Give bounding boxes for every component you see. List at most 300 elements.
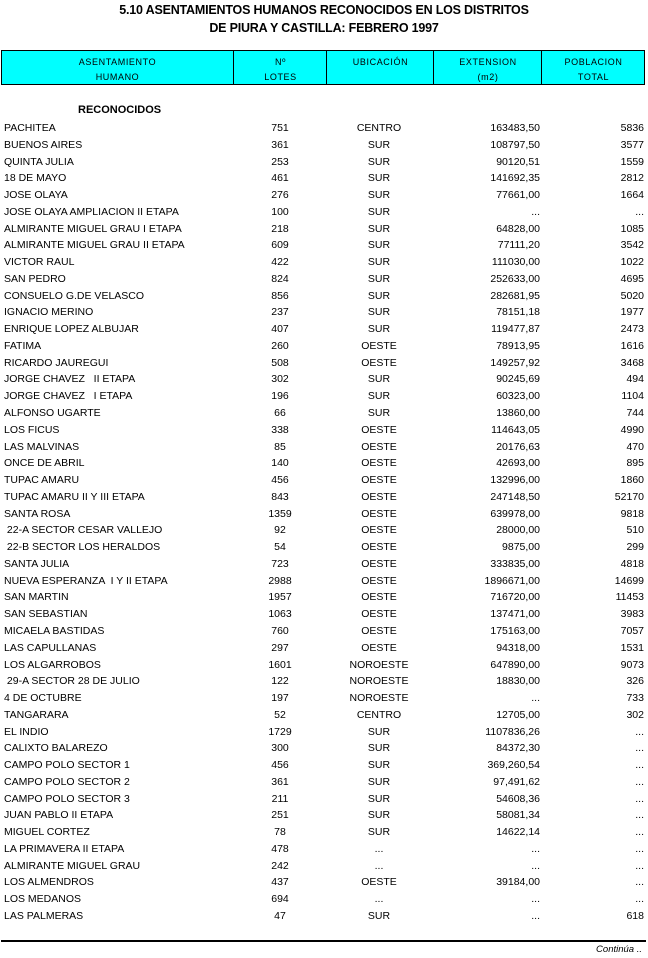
- cell-poblacion: 3542: [620, 239, 644, 252]
- cell-extension: 90120,51: [496, 155, 540, 168]
- table-row: [0, 154, 648, 171]
- cell-poblacion: 52170: [614, 490, 644, 503]
- table-row: [0, 221, 648, 238]
- cell-poblacion: ...: [635, 792, 644, 805]
- page-title-line-2: DE PIURA Y CASTILLA: FEBRERO 1997: [209, 21, 439, 35]
- table-row: [0, 254, 648, 271]
- cell-asentamiento: JOSE OLAYA: [4, 189, 68, 202]
- cell-ubicacion: ...: [374, 893, 384, 906]
- cell-extension: ...: [531, 842, 540, 855]
- cell-lotes: 437: [271, 876, 289, 889]
- table-row: [0, 824, 648, 841]
- cell-lotes: 1729: [268, 725, 292, 738]
- table-row: [0, 908, 648, 925]
- cell-extension: 175163,00: [490, 624, 540, 637]
- table-row: [0, 807, 648, 824]
- cell-extension: 90245,69: [496, 373, 540, 386]
- cell-poblacion: 5020: [620, 289, 644, 302]
- cell-poblacion: 1531: [620, 641, 644, 654]
- cell-asentamiento: JUAN PABLO II ETAPA: [4, 809, 114, 822]
- cell-ubicacion: SUR: [367, 189, 391, 202]
- cell-poblacion: ...: [635, 725, 644, 738]
- cell-ubicacion: OESTE: [361, 507, 397, 520]
- table-row: [0, 439, 648, 456]
- cell-lotes: 760: [271, 624, 289, 637]
- page-title-line-1: 5.10 ASENTAMIENTOS HUMANOS RECONOCIDOS EN LOS DISTRITOS: [119, 3, 529, 17]
- table-row: [0, 724, 648, 741]
- cell-extension: 114643,05: [491, 423, 540, 436]
- table-row: [0, 556, 648, 573]
- cell-lotes: 361: [271, 775, 289, 788]
- table-row: [0, 657, 648, 674]
- cell-lotes: 2988: [268, 574, 292, 587]
- cell-lotes: 461: [271, 172, 289, 185]
- cell-ubicacion: OESTE: [361, 356, 397, 369]
- cell-lotes: 338: [271, 423, 289, 436]
- cell-ubicacion: SUR: [367, 138, 391, 151]
- cell-asentamiento: EL INDIO: [4, 725, 49, 738]
- cell-asentamiento: 18 DE MAYO: [4, 172, 67, 185]
- cell-ubicacion: SUR: [367, 759, 391, 772]
- cell-lotes: 78: [274, 826, 286, 839]
- cell-lotes: 47: [274, 909, 286, 922]
- table-row: [0, 858, 648, 875]
- cell-poblacion: 3983: [620, 608, 644, 621]
- table-row: [0, 690, 648, 707]
- cell-lotes: 196: [271, 390, 289, 403]
- cell-poblacion: 1616: [620, 339, 644, 352]
- table-row: [0, 405, 648, 422]
- cell-ubicacion: SUR: [367, 407, 391, 420]
- cell-asentamiento: RICARDO JAUREGUI: [4, 356, 109, 369]
- header-extension: EXTENSION (m2): [433, 51, 542, 84]
- cell-ubicacion: SUR: [367, 256, 391, 269]
- table-row: [0, 774, 648, 791]
- cell-ubicacion: SUR: [367, 172, 391, 185]
- cell-poblacion: 1085: [620, 222, 644, 235]
- table-row: [0, 757, 648, 774]
- cell-lotes: 723: [271, 557, 289, 570]
- table-row: [0, 288, 648, 305]
- cell-extension: 14622,14: [496, 826, 540, 839]
- table-row: [0, 304, 648, 321]
- cell-extension: 94318,00: [496, 641, 540, 654]
- cell-poblacion: 326: [626, 675, 644, 688]
- cell-ubicacion: SUR: [367, 742, 391, 755]
- cell-extension: ...: [531, 692, 540, 705]
- cell-asentamiento: MIGUEL CORTEZ: [4, 826, 90, 839]
- cell-asentamiento: 22-B SECTOR LOS HERALDOS: [4, 541, 161, 554]
- cell-poblacion: 1104: [621, 390, 644, 403]
- cell-ubicacion: OESTE: [361, 591, 397, 604]
- cell-extension: 1896671,00: [484, 574, 540, 587]
- cell-poblacion: 14699: [614, 574, 644, 587]
- cell-lotes: 140: [271, 457, 289, 470]
- table-header: [1, 50, 645, 85]
- cell-poblacion: 733: [626, 692, 644, 705]
- cell-poblacion: 4695: [620, 272, 644, 285]
- cell-lotes: 54: [274, 541, 286, 554]
- table-row: [0, 321, 648, 338]
- cell-ubicacion: OESTE: [361, 457, 397, 470]
- table-row: [0, 472, 648, 489]
- cell-ubicacion: OESTE: [361, 440, 397, 453]
- header-poblacion: POBLACION TOTAL: [541, 51, 645, 84]
- cell-ubicacion: SUR: [367, 272, 391, 285]
- cell-extension: 42693,00: [496, 457, 540, 470]
- cell-lotes: 361: [271, 138, 289, 151]
- table-row: [0, 187, 648, 204]
- cell-poblacion: 7057: [620, 624, 644, 637]
- cell-extension: 108797,50: [490, 138, 540, 151]
- cell-asentamiento: FATIMA: [4, 339, 42, 352]
- cell-ubicacion: SUR: [367, 155, 391, 168]
- cell-ubicacion: SUR: [367, 809, 391, 822]
- cell-ubicacion: OESTE: [361, 876, 397, 889]
- cell-extension: 141692,35: [490, 172, 540, 185]
- cell-extension: 333835,00: [490, 557, 540, 570]
- cell-extension: ...: [531, 205, 540, 218]
- cell-lotes: 242: [271, 859, 289, 872]
- cell-extension: 647890,00: [490, 658, 540, 671]
- header-lotes: Nº LOTES: [233, 51, 327, 84]
- cell-lotes: 1063: [268, 608, 292, 621]
- cell-asentamiento: QUINTA JULIA: [4, 155, 74, 168]
- cell-poblacion: 3577: [620, 138, 644, 151]
- cell-poblacion: 2812: [620, 172, 644, 185]
- cell-lotes: 1359: [268, 507, 292, 520]
- table-row: [0, 640, 648, 657]
- table-row: [0, 338, 648, 355]
- cell-poblacion: 618: [626, 909, 644, 922]
- cell-asentamiento: NUEVA ESPERANZA I Y II ETAPA: [4, 574, 168, 587]
- cell-poblacion: 1559: [620, 155, 644, 168]
- cell-ubicacion: OESTE: [361, 423, 397, 436]
- cell-asentamiento: SAN MARTIN: [4, 591, 69, 604]
- cell-asentamiento: SAN SEBASTIAN: [4, 608, 88, 621]
- cell-extension: 13860,00: [496, 407, 540, 420]
- cell-lotes: 297: [271, 641, 289, 654]
- cell-poblacion: ...: [635, 775, 644, 788]
- cell-poblacion: 494: [626, 373, 644, 386]
- cell-asentamiento: 4 DE OCTUBRE: [4, 692, 82, 705]
- cell-asentamiento: MICAELA BASTIDAS: [4, 624, 105, 637]
- cell-extension: 132996,00: [490, 474, 540, 487]
- cell-asentamiento: 22-A SECTOR CESAR VALLEJO: [4, 524, 163, 537]
- cell-lotes: 407: [271, 323, 289, 336]
- table-row: [0, 539, 648, 556]
- cell-ubicacion: SUR: [367, 205, 391, 218]
- table-bottom-rule: [1, 940, 646, 942]
- table-row: [0, 137, 648, 154]
- cell-ubicacion: OESTE: [361, 339, 397, 352]
- cell-asentamiento: TUPAC AMARU II Y III ETAPA: [4, 490, 145, 503]
- cell-ubicacion: SUR: [367, 373, 391, 386]
- section-label-reconocidos: RECONOCIDOS: [78, 104, 162, 116]
- cell-extension: 12705,00: [496, 708, 540, 721]
- cell-poblacion: 470: [626, 440, 644, 453]
- table-row: [0, 589, 648, 606]
- cell-extension: 78151,18: [496, 306, 540, 319]
- cell-poblacion: 1022: [620, 256, 644, 269]
- cell-asentamiento: CAMPO POLO SECTOR 2: [4, 775, 130, 788]
- cell-poblacion: 11453: [615, 591, 644, 604]
- cell-extension: 119477,87: [491, 323, 540, 336]
- cell-lotes: 85: [274, 440, 286, 453]
- cell-asentamiento: TANGARARA: [4, 708, 69, 721]
- cell-poblacion: ...: [635, 742, 644, 755]
- table-row: [0, 874, 648, 891]
- cell-asentamiento: LOS ALGARROBOS: [4, 658, 101, 671]
- cell-ubicacion: OESTE: [361, 624, 397, 637]
- cell-lotes: 751: [271, 122, 289, 134]
- cell-asentamiento: ALMIRANTE MIGUEL GRAU I ETAPA: [4, 222, 182, 235]
- cell-ubicacion: CENTRO: [356, 122, 402, 134]
- cell-poblacion: 1664: [620, 189, 644, 202]
- cell-asentamiento: LOS MEDANOS: [4, 893, 82, 906]
- cell-extension: 369,260,54: [487, 759, 540, 772]
- cell-lotes: 456: [271, 474, 289, 487]
- cell-asentamiento: IGNACIO MERINO: [4, 306, 94, 319]
- cell-asentamiento: CAMPO POLO SECTOR 1: [4, 759, 130, 772]
- cell-ubicacion: ...: [374, 859, 384, 872]
- cell-extension: 77111,20: [497, 239, 540, 252]
- cell-extension: 247148,50: [490, 490, 540, 503]
- table-row: [0, 371, 648, 388]
- table-row: [0, 891, 648, 908]
- cell-extension: 9875,00: [502, 541, 540, 554]
- cell-lotes: 100: [271, 205, 289, 218]
- cell-lotes: 856: [271, 289, 289, 302]
- cell-poblacion: 4818: [620, 557, 644, 570]
- cell-extension: 28000,00: [496, 524, 540, 537]
- cell-ubicacion: CENTRO: [356, 708, 402, 721]
- cell-ubicacion: OESTE: [361, 490, 397, 503]
- cell-extension: 282681,95: [490, 289, 540, 302]
- table-row: [0, 522, 648, 539]
- cell-lotes: 609: [271, 239, 289, 252]
- continua-note: Continúa ..: [596, 944, 642, 955]
- cell-asentamiento: JORGE CHAVEZ II ETAPA: [4, 373, 136, 386]
- cell-ubicacion: SUR: [367, 222, 391, 235]
- cell-ubicacion: OESTE: [361, 474, 397, 487]
- cell-ubicacion: OESTE: [361, 608, 397, 621]
- table-row: [0, 707, 648, 724]
- cell-asentamiento: VICTOR RAUL: [4, 256, 75, 269]
- cell-extension: 1107836,26: [485, 725, 540, 738]
- cell-lotes: 824: [271, 272, 289, 285]
- table-row: [0, 355, 648, 372]
- cell-ubicacion: SUR: [367, 909, 391, 922]
- header-ubicacion: UBICACIÓN: [326, 51, 434, 84]
- cell-lotes: 260: [271, 339, 289, 352]
- cell-poblacion: 5836: [620, 122, 644, 134]
- cell-ubicacion: OESTE: [361, 557, 397, 570]
- cell-asentamiento: ENRIQUE LOPEZ ALBUJAR: [4, 323, 139, 336]
- cell-ubicacion: NOROESTE: [349, 658, 409, 671]
- table-row: [0, 623, 648, 640]
- cell-extension: 64828,00: [496, 222, 540, 235]
- cell-lotes: 52: [274, 708, 286, 721]
- cell-lotes: 251: [271, 809, 289, 822]
- cell-lotes: 253: [271, 155, 289, 168]
- table-row: [0, 422, 648, 439]
- cell-lotes: 211: [271, 792, 289, 805]
- cell-lotes: 1957: [268, 591, 292, 604]
- cell-poblacion: ...: [635, 759, 644, 772]
- cell-ubicacion: SUR: [367, 323, 391, 336]
- cell-ubicacion: NOROESTE: [349, 692, 409, 705]
- cell-ubicacion: SUR: [367, 725, 391, 738]
- cell-asentamiento: CONSUELO G.DE VELASCO: [4, 289, 145, 302]
- cell-lotes: 843: [271, 490, 289, 503]
- cell-ubicacion: OESTE: [361, 574, 397, 587]
- table-row: [0, 791, 648, 808]
- cell-poblacion: ...: [635, 893, 644, 906]
- cell-poblacion: 1860: [620, 474, 644, 487]
- cell-asentamiento: TUPAC AMARU: [4, 474, 80, 487]
- cell-lotes: 276: [271, 189, 289, 202]
- cell-asentamiento: LOS ALMENDROS: [4, 876, 94, 889]
- cell-lotes: 302: [271, 373, 289, 386]
- cell-poblacion: 9073: [620, 658, 644, 671]
- cell-poblacion: 3468: [620, 356, 644, 369]
- cell-asentamiento: JOSE OLAYA AMPLIACION II ETAPA: [4, 205, 179, 218]
- cell-lotes: 456: [271, 759, 289, 772]
- cell-asentamiento: LAS MALVINAS: [4, 440, 80, 453]
- table-row: [0, 170, 648, 187]
- cell-ubicacion: SUR: [367, 792, 391, 805]
- cell-asentamiento: SAN PEDRO: [4, 272, 66, 285]
- cell-asentamiento: ALMIRANTE MIGUEL GRAU: [4, 859, 141, 872]
- cell-extension: 60323,00: [496, 390, 540, 403]
- cell-poblacion: 4990: [620, 423, 644, 436]
- cell-poblacion: 744: [626, 407, 644, 420]
- table-row: [0, 120, 648, 137]
- cell-lotes: 197: [271, 692, 289, 705]
- table-row: [0, 740, 648, 757]
- cell-asentamiento: CALIXTO BALAREZO: [4, 742, 108, 755]
- cell-extension: 639978,00: [490, 507, 540, 520]
- cell-asentamiento: CAMPO POLO SECTOR 3: [4, 792, 130, 805]
- cell-lotes: 422: [271, 256, 289, 269]
- cell-asentamiento: LA PRIMAVERA II ETAPA: [4, 842, 125, 855]
- cell-poblacion: ...: [635, 859, 644, 872]
- cell-poblacion: 895: [626, 457, 644, 470]
- cell-ubicacion: OESTE: [361, 524, 397, 537]
- cell-ubicacion: SUR: [367, 390, 391, 403]
- cell-extension: ...: [531, 893, 540, 906]
- cell-poblacion: ...: [635, 826, 644, 839]
- cell-extension: 20176,63: [496, 440, 540, 453]
- header-asentamiento: ASENTAMIENTO HUMANO: [78, 57, 157, 82]
- cell-poblacion: 302: [626, 708, 644, 721]
- table-row: [0, 606, 648, 623]
- table-row: [0, 237, 648, 254]
- cell-extension: 149257,92: [490, 356, 540, 369]
- cell-asentamiento: 29-A SECTOR 28 DE JULIO: [4, 675, 140, 688]
- cell-extension: 77661,00: [496, 189, 540, 202]
- cell-lotes: 66: [274, 407, 286, 420]
- cell-asentamiento: SANTA ROSA: [4, 507, 71, 520]
- cell-ubicacion: ...: [374, 842, 384, 855]
- table-row: [0, 204, 648, 221]
- cell-lotes: 694: [271, 893, 289, 906]
- table-row: [0, 841, 648, 858]
- cell-extension: ...: [531, 859, 540, 872]
- table-body: [0, 120, 648, 925]
- cell-ubicacion: OESTE: [361, 641, 397, 654]
- cell-poblacion: ...: [635, 876, 644, 889]
- cell-poblacion: ...: [635, 809, 644, 822]
- cell-asentamiento: LOS FICUS: [4, 423, 60, 436]
- cell-extension: 716720,00: [490, 591, 540, 604]
- cell-asentamiento: JORGE CHAVEZ I ETAPA: [4, 390, 133, 403]
- cell-ubicacion: SUR: [367, 826, 391, 839]
- cell-poblacion: 299: [626, 541, 644, 554]
- cell-lotes: 478: [271, 842, 289, 855]
- cell-extension: 97,491,62: [493, 775, 540, 788]
- cell-asentamiento: ONCE DE ABRIL: [4, 457, 85, 470]
- cell-poblacion: 510: [626, 524, 644, 537]
- cell-ubicacion: OESTE: [361, 541, 397, 554]
- cell-extension: 84372,30: [496, 742, 540, 755]
- cell-asentamiento: BUENOS AIRES: [4, 138, 83, 151]
- cell-lotes: 237: [271, 306, 289, 319]
- cell-extension: 54608,36: [496, 792, 540, 805]
- cell-lotes: 1601: [268, 658, 292, 671]
- cell-extension: 137471,00: [490, 608, 540, 621]
- cell-poblacion: 2473: [620, 323, 644, 336]
- cell-poblacion: 9818: [620, 507, 644, 520]
- cell-extension: 252633,00: [490, 272, 540, 285]
- table-row: [0, 573, 648, 590]
- cell-extension: 58081,34: [496, 809, 540, 822]
- cell-ubicacion: SUR: [367, 775, 391, 788]
- table-row: [0, 489, 648, 506]
- cell-asentamiento: ALMIRANTE MIGUEL GRAU II ETAPA: [4, 239, 185, 252]
- table-row: [0, 388, 648, 405]
- cell-poblacion: ...: [635, 842, 644, 855]
- cell-extension: 18830,00: [496, 675, 540, 688]
- table-row: [0, 506, 648, 523]
- table-row: [0, 271, 648, 288]
- cell-ubicacion: NOROESTE: [349, 675, 409, 688]
- cell-asentamiento: LAS CAPULLANAS: [4, 641, 97, 654]
- cell-asentamiento: LAS PALMERAS: [4, 909, 84, 922]
- table-row: [0, 673, 648, 690]
- cell-lotes: 122: [271, 675, 289, 688]
- cell-poblacion: ...: [635, 205, 644, 218]
- cell-ubicacion: SUR: [367, 289, 391, 302]
- cell-extension: 111030,00: [491, 256, 540, 269]
- cell-asentamiento: PACHITEA: [4, 122, 56, 134]
- cell-lotes: 300: [271, 742, 289, 755]
- cell-extension: ...: [531, 909, 540, 922]
- cell-poblacion: 1977: [620, 306, 644, 319]
- cell-lotes: 218: [271, 222, 289, 235]
- cell-extension: 39184,00: [496, 876, 540, 889]
- cell-asentamiento: ALFONSO UGARTE: [4, 407, 101, 420]
- cell-lotes: 508: [271, 356, 289, 369]
- cell-asentamiento: SANTA JULIA: [4, 557, 70, 570]
- cell-lotes: 92: [274, 524, 286, 537]
- cell-extension: 78913,95: [496, 339, 540, 352]
- cell-ubicacion: SUR: [367, 306, 391, 319]
- cell-ubicacion: SUR: [367, 239, 391, 252]
- table-row: [0, 455, 648, 472]
- cell-extension: 163483,50: [490, 122, 540, 134]
